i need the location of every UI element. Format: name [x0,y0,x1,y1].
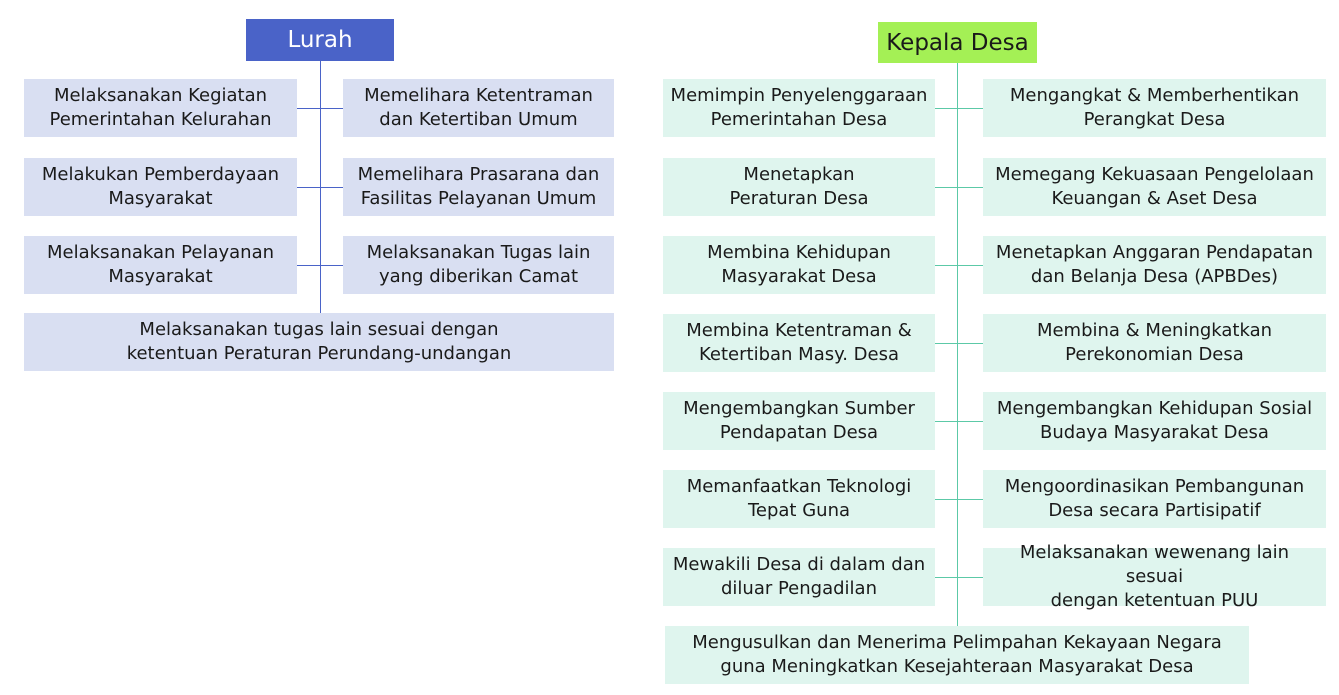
kades-connector-h2 [935,187,983,188]
lurah-duty-box: Memelihara Ketentraman dan Ketertiban Umum [343,79,614,137]
kades-duty-box: Melaksanakan wewenang lain sesuai dengan ketentuan PUU [983,548,1326,606]
lurah-title: Lurah [246,19,394,61]
kades-bottom-box: Mengusulkan dan Menerima Pelimpahan Kekayaan Negara guna Meningkatkan Kesejahteraan Masyarakat Desa [665,626,1249,684]
lurah-duty-box: Melaksanakan Kegiatan Pemerintahan Kelurahan [24,79,297,137]
kades-connector-h1 [935,108,983,109]
lurah-connector-h3 [297,265,343,266]
lurah-duty-box: Melakukan Pemberdayaan Masyarakat [24,158,297,216]
kades-duty-box: Mengembangkan Kehidupan Sosial Budaya Masyarakat Desa [983,392,1326,450]
kades-duty-box: Memanfaatkan Teknologi Tepat Guna [663,470,935,528]
lurah-connector-h1 [297,108,343,109]
kades-connector-h6 [935,499,983,500]
kades-duty-box: Membina Ketentraman & Ketertiban Masy. Desa [663,314,935,372]
kades-duty-box: Mengangkat & Memberhentikan Perangkat Desa [983,79,1326,137]
lurah-bottom-box: Melaksanakan tugas lain sesuai dengan ketentuan Peraturan Perundang-undangan [24,313,614,371]
kades-duty-box: Membina Kehidupan Masyarakat Desa [663,236,935,294]
kades-duty-box: Membina & Meningkatkan Perekonomian Desa [983,314,1326,372]
kades-duty-box: Mengembangkan Sumber Pendapatan Desa [663,392,935,450]
lurah-duty-box: Memelihara Prasarana dan Fasilitas Pelayanan Umum [343,158,614,216]
kades-connector-h4 [935,343,983,344]
lurah-connector-h2 [297,187,343,188]
lurah-duty-box: Melaksanakan Tugas lain yang diberikan Camat [343,236,614,294]
kepala-desa-title: Kepala Desa [878,22,1037,63]
kades-duty-box: Mengoordinasikan Pembangunan Desa secara Partisipatif [983,470,1326,528]
kades-connector-h5 [935,421,983,422]
kades-connector-vertical [957,63,958,626]
kades-connector-h7 [935,577,983,578]
kades-connector-h3 [935,265,983,266]
lurah-duty-box: Melaksanakan Pelayanan Masyarakat [24,236,297,294]
kades-duty-box: Menetapkan Peraturan Desa [663,158,935,216]
kades-duty-box: Mewakili Desa di dalam dan diluar Pengadilan [663,548,935,606]
kades-duty-box: Menetapkan Anggaran Pendapatan dan Belanja Desa (APBDes) [983,236,1326,294]
kades-duty-box: Memimpin Penyelenggaraan Pemerintahan Desa [663,79,935,137]
kades-duty-box: Memegang Kekuasaan Pengelolaan Keuangan & Aset Desa [983,158,1326,216]
